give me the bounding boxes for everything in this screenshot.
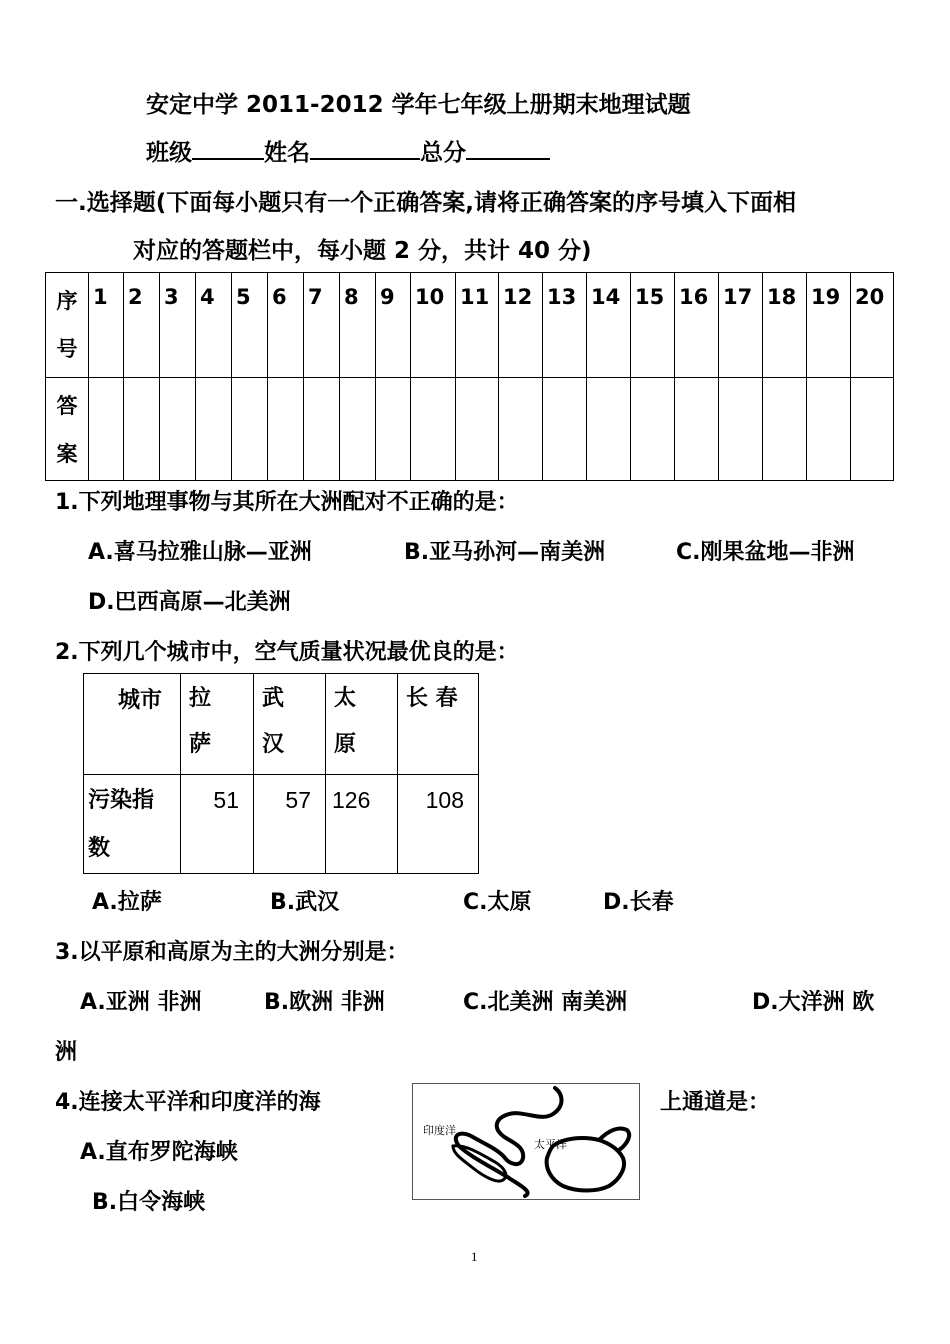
pollution-value-cell	[398, 775, 479, 874]
class-label: 班级	[146, 140, 192, 166]
q2-option-b[interactable]: B.武汉	[270, 890, 340, 915]
city-cell-taiyuan	[326, 674, 398, 775]
info-line	[146, 134, 550, 167]
name-blank[interactable]	[310, 138, 420, 160]
city-name-char: 原	[334, 732, 357, 757]
city-header: 城市	[118, 688, 163, 713]
question-number: 8	[344, 285, 359, 309]
q3-option-b[interactable]: B.欧洲 非洲	[264, 990, 385, 1015]
city-header-cell	[84, 674, 181, 775]
city-name: 长 春	[406, 686, 458, 711]
row-label-char: 案	[56, 442, 78, 466]
answer-cell[interactable]	[851, 378, 894, 481]
city-name-char: 武	[262, 686, 285, 711]
answer-cell[interactable]	[160, 378, 196, 481]
q3-option-d[interactable]: D.大洋洲 欧	[752, 990, 875, 1015]
question-number: 1	[93, 285, 108, 309]
number-cell	[851, 273, 894, 378]
answer-table	[45, 272, 894, 481]
q1-stem: 1.下列地理事物与其所在大洲配对不正确的是：	[55, 490, 519, 515]
answer-cell[interactable]	[499, 378, 543, 481]
answer-cell[interactable]	[456, 378, 499, 481]
q2-option-d[interactable]: D.长春	[603, 890, 674, 915]
city-cell-changchun	[398, 674, 479, 775]
q3-stem: 3.以平原和高原为主的大洲分别是：	[55, 940, 409, 965]
pollution-value-cell	[254, 775, 326, 874]
city-name-char: 太	[334, 686, 357, 711]
answer-cell[interactable]	[631, 378, 675, 481]
answer-cell[interactable]	[124, 378, 160, 481]
q1-option-c[interactable]: C.刚果盆地—非洲	[676, 540, 855, 565]
number-cell	[719, 273, 763, 378]
city-cell-lhasa	[181, 674, 254, 775]
map-label-pacific-ocean: 太平洋	[534, 1138, 567, 1151]
answer-cell[interactable]	[268, 378, 304, 481]
question-number: 17	[723, 285, 753, 309]
answer-cell[interactable]	[89, 378, 124, 481]
question-number: 15	[635, 285, 665, 309]
question-number: 9	[380, 285, 395, 309]
pollution-value-cell	[181, 775, 254, 874]
number-cell	[456, 273, 499, 378]
q3-option-c[interactable]: C.北美洲 南美洲	[463, 990, 628, 1015]
q3-option-d-wrap: 洲	[55, 1040, 78, 1065]
number-cell	[376, 273, 411, 378]
question-number: 3	[164, 285, 179, 309]
number-cell	[124, 273, 160, 378]
strait-map-drawing	[413, 1084, 639, 1199]
number-cell	[499, 273, 543, 378]
row-label-answer	[46, 378, 89, 481]
q4-stem-part1: 4.连接太平洋和印度洋的海	[55, 1090, 321, 1115]
number-cell	[268, 273, 304, 378]
answer-cell[interactable]	[376, 378, 411, 481]
pollution-value: 51	[213, 787, 239, 813]
question-number: 18	[767, 285, 797, 309]
number-cell	[411, 273, 456, 378]
name-label: 姓名	[264, 140, 310, 166]
q2-option-c[interactable]: C.太原	[463, 890, 532, 915]
pollution-header-line: 数	[88, 836, 111, 861]
number-cell	[543, 273, 587, 378]
strait-map	[412, 1083, 640, 1200]
pollution-value-cell	[326, 775, 398, 874]
question-number: 12	[503, 285, 533, 309]
city-cell-wuhan	[254, 674, 326, 775]
pollution-value: 57	[285, 787, 311, 813]
row-label-char: 序	[56, 289, 78, 313]
section1-heading-line1: 一.选择题(下面每小题只有一个正确答案,请将正确答案的序号填入下面相	[55, 190, 796, 216]
q1-option-d[interactable]: D.巴西高原—北美洲	[88, 590, 291, 615]
city-name-char: 拉	[189, 686, 212, 711]
question-number: 7	[308, 285, 323, 309]
class-blank[interactable]	[192, 138, 264, 160]
pollution-row	[84, 775, 479, 874]
question-number: 4	[200, 285, 215, 309]
answer-cell[interactable]	[232, 378, 268, 481]
question-number: 10	[415, 285, 445, 309]
number-cell	[340, 273, 376, 378]
city-name-char: 汉	[262, 732, 285, 757]
answer-table-number-row	[46, 273, 894, 378]
answer-table-answer-row	[46, 378, 894, 481]
answer-cell[interactable]	[587, 378, 631, 481]
question-number: 20	[855, 285, 885, 309]
number-cell	[304, 273, 340, 378]
question-number: 5	[236, 285, 251, 309]
row-label-char: 答	[56, 394, 78, 418]
score-label: 总分	[420, 140, 466, 166]
answer-cell[interactable]	[763, 378, 807, 481]
answer-cell[interactable]	[675, 378, 719, 481]
number-cell	[89, 273, 124, 378]
q3-option-a[interactable]: A.亚洲 非洲	[80, 990, 202, 1015]
q1-option-a[interactable]: A.喜马拉雅山脉—亚洲	[88, 540, 312, 565]
number-cell	[196, 273, 232, 378]
map-label-indian-ocean: 印度洋	[423, 1124, 456, 1137]
question-number: 2	[128, 285, 143, 309]
exam-title: 安定中学 2011-2012 学年七年级上册期末地理试题	[146, 92, 691, 118]
question-number: 19	[811, 285, 841, 309]
q2-stem: 2.下列几个城市中，空气质量状况最优良的是：	[55, 640, 519, 665]
number-cell	[631, 273, 675, 378]
answer-cell[interactable]	[304, 378, 340, 481]
score-blank[interactable]	[466, 138, 550, 160]
row-label-number	[46, 273, 89, 378]
answer-cell[interactable]	[807, 378, 851, 481]
question-number: 14	[591, 285, 621, 309]
pollution-value: 108	[425, 787, 464, 813]
pollution-header-cell	[84, 775, 181, 874]
q2-option-a[interactable]: A.拉萨	[92, 890, 162, 915]
question-number: 13	[547, 285, 577, 309]
number-cell	[807, 273, 851, 378]
row-label-char: 号	[56, 337, 78, 361]
question-number: 16	[679, 285, 709, 309]
section1-heading-line2: 对应的答题栏中，每小题 2 分，共计 40 分)	[133, 238, 592, 264]
city-pollution-table	[83, 673, 479, 874]
question-number: 6	[272, 285, 287, 309]
pollution-value: 126	[332, 787, 371, 813]
q1-option-b[interactable]: B.亚马孙河—南美洲	[404, 540, 606, 565]
question-number: 11	[460, 285, 490, 309]
q4-option-a[interactable]: A.直布罗陀海峡	[80, 1140, 238, 1165]
page-number: 1	[471, 1249, 478, 1264]
q4-stem-part2: 上通道是：	[660, 1090, 771, 1115]
number-cell	[160, 273, 196, 378]
q4-option-b[interactable]: B.白令海峡	[92, 1190, 206, 1215]
answer-cell[interactable]	[196, 378, 232, 481]
number-cell	[587, 273, 631, 378]
city-name-char: 萨	[189, 732, 212, 757]
city-row	[84, 674, 479, 775]
number-cell	[763, 273, 807, 378]
pollution-header-line: 污染指	[88, 788, 155, 813]
number-cell	[232, 273, 268, 378]
answer-cell[interactable]	[411, 378, 456, 481]
number-cell	[675, 273, 719, 378]
answer-cell[interactable]	[543, 378, 587, 481]
answer-cell[interactable]	[340, 378, 376, 481]
answer-cell[interactable]	[719, 378, 763, 481]
